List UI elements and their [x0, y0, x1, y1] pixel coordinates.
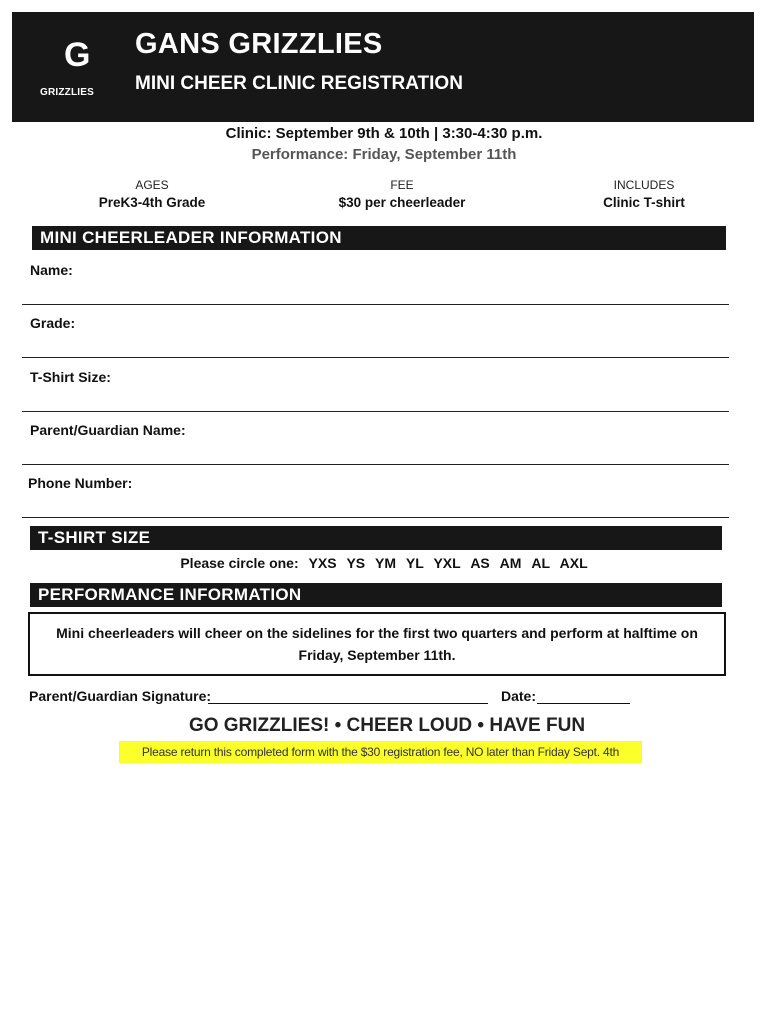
- info-ages: [52, 178, 252, 210]
- size-option[interactable]: YXS: [308, 555, 337, 571]
- section-cheerleader-info: MINI CHEERLEADER INFORMATION: [32, 226, 726, 250]
- size-option[interactable]: AXL: [559, 555, 588, 571]
- page-title: GANS GRIZZLIES: [135, 28, 383, 60]
- info-includes: [544, 178, 744, 210]
- info-fee-value: $30 per cheerleader: [338, 195, 466, 210]
- circle-prompt: Please circle one:: [180, 555, 299, 571]
- performance-details-box: [28, 612, 726, 676]
- slogan: GO GRIZZLIES! • CHEER LOUD • HAVE FUN: [188, 715, 586, 736]
- name-field[interactable]: [22, 304, 729, 305]
- tshirt-size-options: [0, 555, 768, 571]
- phone-field[interactable]: [22, 517, 729, 518]
- info-ages-value: PreK3-4th Grade: [98, 195, 206, 210]
- date-field[interactable]: [537, 703, 630, 704]
- info-includes-label: INCLUDES: [613, 178, 675, 192]
- signature-label: Parent/Guardian Signature:: [29, 688, 212, 704]
- size-option[interactable]: AM: [499, 555, 522, 571]
- size-option[interactable]: YM: [375, 555, 397, 571]
- phone-label: Phone Number:: [28, 475, 133, 491]
- logo-caption: GRIZZLIES: [40, 87, 95, 98]
- size-option[interactable]: AL: [531, 555, 550, 571]
- page-subtitle: MINI CHEER CLINIC REGISTRATION: [135, 73, 463, 94]
- size-option[interactable]: YXL: [433, 555, 461, 571]
- guardian-name-label: Parent/Guardian Name:: [30, 422, 186, 438]
- performance-date: Performance: Friday, September 11th: [251, 146, 517, 163]
- date-label: Date:: [501, 688, 537, 704]
- logo-letter: G: [64, 36, 91, 74]
- info-includes-value: Clinic T-shirt: [603, 195, 685, 210]
- section-tshirt-size: T-SHIRT SIZE: [30, 526, 722, 550]
- size-option[interactable]: YL: [405, 555, 424, 571]
- guardian-name-field[interactable]: [22, 464, 729, 465]
- tshirt-size-label: T-Shirt Size:: [30, 369, 111, 385]
- size-option[interactable]: YS: [346, 555, 366, 571]
- info-ages-label: AGES: [135, 178, 169, 192]
- grade-field[interactable]: [22, 357, 729, 358]
- section-performance-info: PERFORMANCE INFORMATION: [30, 583, 722, 607]
- name-label: Name:: [30, 262, 73, 278]
- size-option[interactable]: AS: [470, 555, 490, 571]
- performance-details-text: Mini cheerleaders will cheer on the sidelines for the first two quarters and perform at halftime on Friday, September 11th.: [56, 625, 698, 663]
- tshirt-size-field[interactable]: [22, 411, 729, 412]
- header-banner: [12, 12, 754, 122]
- info-fee-label: FEE: [390, 178, 414, 192]
- info-fee: [302, 178, 502, 210]
- signature-field[interactable]: [208, 703, 488, 704]
- clinic-dates: Clinic: September 9th & 10th | 3:30-4:30 p.m.: [225, 125, 543, 142]
- return-note: Please return this completed form with the $30 registration fee, NO later than Friday Sept. 4th: [119, 741, 642, 763]
- grade-label: Grade:: [30, 315, 76, 331]
